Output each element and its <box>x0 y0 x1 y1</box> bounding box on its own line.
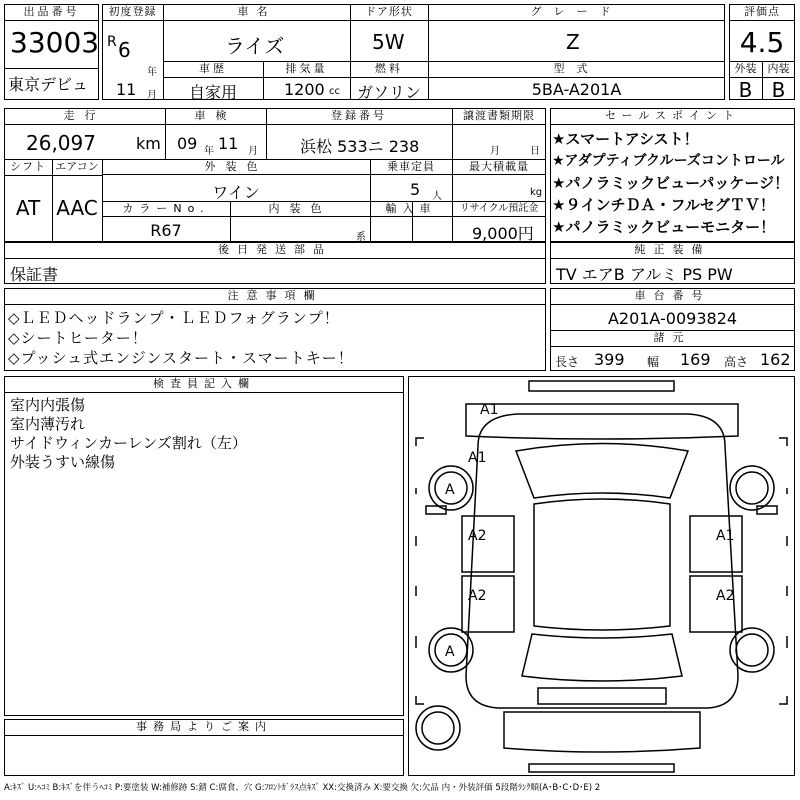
inspector-label: 検査員記入欄 <box>153 377 255 390</box>
capacity-label: 乗車定員 <box>387 160 435 173</box>
aircon-label: エアコン <box>55 160 99 173</box>
sales-point-item: ★９インチＤＡ・フルセグＴＶ！ <box>552 196 775 214</box>
damage-mark: A <box>445 644 455 660</box>
plate-label: 登録番号 <box>331 109 387 122</box>
aircon-value: AAC <box>56 196 98 220</box>
transfer-deadline-label: 譲渡書類期限 <box>463 109 535 122</box>
damage-mark: A1 <box>716 528 735 544</box>
score-value: 4.5 <box>739 26 785 59</box>
plate-value: 浜松 533ニ 238 <box>300 137 420 156</box>
displacement-label: 排気量 <box>285 62 328 75</box>
color-no-label: カラーNo. <box>122 202 210 215</box>
fuel-value: ガソリン <box>356 83 421 102</box>
door-label: ドア形状 <box>365 5 413 18</box>
sales-points-label: セールスポイント <box>604 109 740 122</box>
inspector-note: 外装うすい線傷 <box>10 453 116 471</box>
sales-point-item: ★パノラミックビューモニター！ <box>552 218 776 236</box>
car-name-label: 車名 <box>237 5 276 18</box>
mileage-label: 走行 <box>63 109 106 122</box>
month-value: 11 <box>116 80 137 99</box>
dimensions-label: 諸元 <box>653 331 692 344</box>
damage-mark: A2 <box>716 588 735 604</box>
caution-item: ◇ＬＥＤヘッドランプ・ＬＥＤフォグランプ！ <box>8 309 340 327</box>
recycle-value: 9,000円 <box>472 224 534 243</box>
width-value: 169 <box>680 350 711 369</box>
int-color-label: 内装色 <box>268 202 332 215</box>
caution-label: 注意事項欄 <box>227 289 323 302</box>
sales-point-item: ★アダプティブクルーズコントロール <box>552 153 785 169</box>
inspector-note: 室内薄汚れ <box>10 415 86 433</box>
displacement-unit: cc <box>329 86 340 97</box>
inspection-month-unit: 月 <box>248 146 258 157</box>
damage-mark: A <box>445 482 455 498</box>
inspection-label: 車検 <box>194 109 237 122</box>
damage-mark: A2 <box>468 588 487 604</box>
first-reg-label: 初度登録 <box>108 5 157 18</box>
fuel-label: 燃料 <box>375 62 403 75</box>
shift-label: シフト <box>10 160 46 173</box>
interior-label: 内装 <box>767 62 790 75</box>
inspection-year: 09 <box>177 134 198 153</box>
capacity-value: 5 <box>410 180 421 199</box>
history-value: 自家用 <box>188 83 237 102</box>
model-label: 型式 <box>553 62 600 75</box>
color-no-value: R67 <box>150 221 182 240</box>
width-label: 幅 <box>647 355 660 369</box>
kei-unit: 系 <box>356 232 366 243</box>
inspector-note: サイドウィンカーレンズ割れ（左） <box>10 434 247 452</box>
height-value: 162 <box>760 350 791 369</box>
car-diagram <box>408 376 795 776</box>
damage-mark: A2 <box>468 528 487 544</box>
sales-point-item: ★スマートアシスト！ <box>552 130 699 148</box>
chassis-label: 車台番号 <box>634 289 711 302</box>
caution-item: ◇シートヒーター！ <box>8 329 148 347</box>
interior-score: B <box>771 78 786 102</box>
later-parts-value: 保証書 <box>10 265 59 284</box>
displacement-value: 1200 <box>284 80 325 99</box>
model-value: 5BA-A201A <box>531 80 622 99</box>
later-parts-label: 後日発送部品 <box>218 243 332 256</box>
office-label: 事務局よりご案内 <box>136 720 272 733</box>
history-label: 車歴 <box>199 62 227 75</box>
exterior-score: B <box>738 78 753 102</box>
lot-no-value: 33003 <box>10 26 100 59</box>
length-value: 399 <box>594 350 625 369</box>
max-load-label: 最大積載量 <box>469 160 529 173</box>
mileage-value: 26,097 <box>26 131 96 155</box>
import-label: 輸入車 <box>385 202 437 215</box>
ext-color-value: ワイン <box>212 183 260 202</box>
lot-no-label: 出品番号 <box>23 5 80 18</box>
era-value: R <box>107 34 117 50</box>
deadline-month-unit: 月 <box>490 146 500 157</box>
max-load-unit: kg <box>530 187 543 198</box>
debut-label: 東京デビュ <box>8 75 89 94</box>
sales-point-item: ★パノラミックビューパッケージ！ <box>552 174 790 192</box>
exterior-label: 外装 <box>734 62 757 75</box>
year-value: 6 <box>118 38 131 62</box>
year-unit: 年 <box>147 67 157 78</box>
score-label: 評価点 <box>744 5 780 18</box>
recycle-label: リサイクル預託金 <box>459 203 539 214</box>
chassis-value: A201A-0093824 <box>607 309 738 328</box>
genuine-equipment-value: TV エアB アルミ PS PW <box>556 265 733 284</box>
length-label: 長さ <box>555 355 580 369</box>
mileage-unit: km <box>136 134 161 153</box>
damage-mark: A1 <box>468 450 487 466</box>
car-name-value: ライズ <box>225 34 285 58</box>
inspection-year-unit: 年 <box>204 146 214 157</box>
capacity-unit: 人 <box>432 191 442 202</box>
caution-item: ◇プッシュ式エンジンスタート・スマートキー！ <box>8 349 354 367</box>
inspection-month: 11 <box>218 134 239 153</box>
deadline-day-unit: 日 <box>530 146 540 157</box>
month-unit: 月 <box>147 90 157 101</box>
door-value: 5W <box>372 30 405 54</box>
inspector-note: 室内内張傷 <box>10 396 86 414</box>
genuine-equipment-label: 純正装備 <box>634 243 711 256</box>
legend-text: A:ｷｽﾞ U:ﾍｺﾐ B:ｷｽﾞを伴うﾍｺﾐ P:要塗装 W:補修跡 S:錆 C:腐食、穴 G:ﾌﾛﾝﾄｶﾞﾗｽ点ｷｽﾞ XX:交換済み X:要交換 欠:欠品 内・外装評価 5段階ﾗﾝｸ順(A･B･C･D･E) 2 <box>4 783 601 793</box>
grade-value: Z <box>566 30 580 54</box>
damage-mark: A1 <box>480 402 499 418</box>
shift-value: AT <box>15 196 41 220</box>
height-label: 高さ <box>724 355 749 369</box>
ext-color-label: 外装色 <box>204 160 268 173</box>
grade-label: グレード <box>530 5 623 18</box>
